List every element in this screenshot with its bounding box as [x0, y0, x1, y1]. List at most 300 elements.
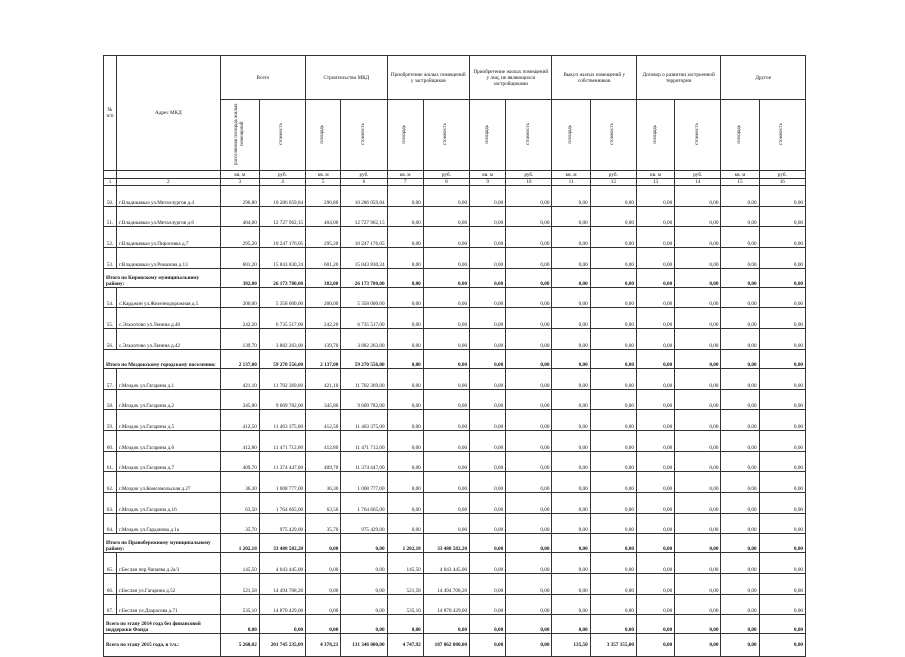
address-cell: г.Владикавказ ул.Металлургов д.6	[117, 206, 221, 227]
value-cell: 0,00	[636, 513, 674, 534]
value-cell: 0,00	[470, 206, 506, 227]
value-cell: 0,00	[675, 492, 721, 513]
value-cell: 0,00	[470, 389, 506, 410]
value-cell: 0,00	[721, 430, 759, 451]
address-cell: с.Эльхотово ул.Ленина д.40	[117, 308, 221, 329]
value-cell: 1 008 777,00	[341, 472, 387, 493]
total-value-cell: 0,00	[259, 615, 305, 634]
value-cell: 0,00	[552, 248, 590, 269]
value-cell: 0,00	[387, 248, 423, 269]
value-cell: 421,10	[220, 368, 259, 389]
value-cell: 0,00	[423, 329, 469, 350]
value-cell: 409,70	[220, 451, 259, 472]
value-cell: 296,80	[220, 186, 259, 207]
row-number: 57.	[104, 368, 117, 389]
table-row	[104, 492, 806, 513]
value-cell: 0,00	[636, 472, 674, 493]
value-cell: 14 870 429,00	[423, 594, 469, 615]
value-cell: 0,00	[423, 287, 469, 308]
value-cell: 0,00	[590, 553, 636, 574]
value-cell: 12 727 962,15	[259, 206, 305, 227]
total-value-cell: 0,00	[675, 534, 721, 553]
value-cell: 0,00	[759, 206, 805, 227]
value-cell: 0,00	[590, 410, 636, 431]
total-value-cell: 0,00	[470, 268, 506, 287]
table-row	[104, 368, 806, 389]
unit-cell: кв. м	[470, 171, 506, 179]
column-number-cell: 11	[552, 179, 590, 186]
value-cell: 0,00	[470, 553, 506, 574]
value-cell: 0,00	[387, 308, 423, 329]
value-cell: 0,00	[423, 472, 469, 493]
column-number-cell: 16	[759, 179, 805, 186]
value-cell: 0,00	[387, 472, 423, 493]
value-cell: 0,00	[306, 574, 341, 595]
value-cell: 11 702 369,00	[341, 368, 387, 389]
value-cell: 0,00	[423, 430, 469, 451]
total-value-cell: 0,00	[590, 534, 636, 553]
column-number-cell: 12	[590, 179, 636, 186]
address-cell: г.Моздок ул.Комсомольская д.27	[117, 472, 221, 493]
value-cell: 0,00	[675, 410, 721, 431]
value-cell: 6 735 517,00	[341, 308, 387, 329]
total-value-cell: 0,00	[721, 268, 759, 287]
row-number: 54.	[104, 287, 117, 308]
value-cell: 242,20	[306, 308, 341, 329]
header-construction: Строительство МКД	[306, 56, 387, 100]
total-value-cell: 0,00	[759, 349, 805, 368]
value-cell: 0,00	[675, 553, 721, 574]
value-cell: 15 843 830,24	[259, 248, 305, 269]
value-cell: 0,00	[675, 513, 721, 534]
value-cell: 0,00	[590, 227, 636, 248]
total-value-cell: 0,00	[506, 349, 552, 368]
value-cell: 145,50	[220, 553, 259, 574]
value-cell: 0,00	[552, 227, 590, 248]
total-value-cell: 33 488 582,20	[423, 534, 469, 553]
address-cell: г.Владикавказ ул.Металлургов д.4	[117, 186, 221, 207]
value-cell: 0,00	[387, 410, 423, 431]
value-cell: 139,70	[220, 329, 259, 350]
value-cell: 1 764 665,00	[341, 492, 387, 513]
value-cell: 0,00	[423, 410, 469, 431]
value-cell: 0,00	[590, 389, 636, 410]
header-territory: Договор о развитии застроенной территории	[636, 56, 720, 100]
address-cell: г.Моздок ул.Гагарина д.5	[117, 410, 221, 431]
value-cell: 0,00	[506, 410, 552, 431]
total-value-cell: 0,00	[306, 534, 341, 553]
value-cell: 200,00	[306, 287, 341, 308]
value-cell: 63,50	[220, 492, 259, 513]
value-cell: 0,00	[636, 329, 674, 350]
value-cell: 0,00	[675, 308, 721, 329]
total-value-cell: 201 745 235,09	[259, 634, 305, 657]
value-cell: 535,10	[220, 594, 259, 615]
value-cell: 0,00	[759, 308, 805, 329]
value-cell: 145,50	[387, 553, 423, 574]
subheader-cost: стоимость	[506, 100, 552, 171]
value-cell: 0,00	[675, 594, 721, 615]
value-cell: 0,00	[590, 206, 636, 227]
value-cell: 0,00	[470, 472, 506, 493]
total-value-cell: 131 346 000,00	[341, 634, 387, 657]
value-cell: 0,00	[590, 492, 636, 513]
table-row	[104, 451, 806, 472]
value-cell: 0,00	[552, 329, 590, 350]
total-value-cell: 5 260,02	[220, 634, 259, 657]
address-cell: г.Беслан ул.Гагарина д.52	[117, 574, 221, 595]
value-cell: 0,00	[590, 472, 636, 493]
total-label: Всего по этапу 2015 года, в т.ч.:	[104, 634, 221, 657]
value-cell: 0,00	[636, 206, 674, 227]
total-value-cell: 59 270 556,00	[341, 349, 387, 368]
value-cell: 0,00	[470, 451, 506, 472]
subheader-area: площадь	[306, 100, 341, 171]
value-cell: 0,00	[590, 430, 636, 451]
total-value-cell: 1 202,18	[387, 534, 423, 553]
value-cell: 0,00	[721, 472, 759, 493]
unit-cell: руб.	[675, 171, 721, 179]
value-cell: 0,00	[552, 513, 590, 534]
value-cell: 0,00	[306, 594, 341, 615]
total-value-cell: 4 378,21	[306, 634, 341, 657]
address-cell: г.Моздок ул.Гагарина д.7	[117, 451, 221, 472]
value-cell: 345,80	[220, 389, 259, 410]
total-value-cell: 0,00	[470, 634, 506, 657]
value-cell: 0,00	[675, 206, 721, 227]
table-row	[104, 206, 806, 227]
value-cell: 0,00	[506, 206, 552, 227]
grand-total-row	[104, 634, 806, 657]
total-value-cell: 0,00	[470, 534, 506, 553]
header-num: № п/п	[104, 56, 117, 171]
value-cell: 0,00	[552, 574, 590, 595]
value-cell: 0,00	[552, 368, 590, 389]
column-number-cell: 9	[470, 179, 506, 186]
value-cell: 0,00	[721, 594, 759, 615]
value-cell: 0,00	[590, 248, 636, 269]
value-cell: 0,00	[636, 451, 674, 472]
value-cell: 0,00	[387, 287, 423, 308]
address-cell: г.Владикавказ ул.Пироговка д.7	[117, 227, 221, 248]
value-cell: 535,10	[387, 594, 423, 615]
unit-cell: руб.	[259, 171, 305, 179]
value-cell: 0,00	[423, 248, 469, 269]
value-cell: 0,00	[470, 287, 506, 308]
unit-cell	[104, 171, 117, 179]
total-value-cell: 0,00	[423, 615, 469, 634]
value-cell: 421,10	[306, 368, 341, 389]
total-value-cell: 0,00	[721, 615, 759, 634]
value-cell: 0,00	[590, 594, 636, 615]
row-number: 61.	[104, 451, 117, 472]
total-value-cell: 0,00	[470, 349, 506, 368]
value-cell: 0,00	[470, 594, 506, 615]
value-cell: 0,00	[470, 186, 506, 207]
total-value-cell: 26 173 780,00	[259, 268, 305, 287]
total-value-cell: 0,00	[423, 349, 469, 368]
value-cell: 5 358 000,00	[259, 287, 305, 308]
value-cell: 0,00	[721, 368, 759, 389]
value-cell: 0,00	[552, 594, 590, 615]
value-cell: 0,00	[675, 227, 721, 248]
value-cell: 0,00	[675, 451, 721, 472]
value-cell: 0,00	[506, 594, 552, 615]
value-cell: 0,00	[423, 513, 469, 534]
value-cell: 0,00	[675, 287, 721, 308]
relocation-table	[103, 55, 806, 657]
value-cell: 0,00	[636, 492, 674, 513]
value-cell: 521,58	[387, 574, 423, 595]
table-row	[104, 513, 806, 534]
value-cell: 0,00	[759, 513, 805, 534]
total-value-cell: 0,00	[759, 534, 805, 553]
row-number: 65.	[104, 553, 117, 574]
unit-cell: кв. м	[306, 171, 341, 179]
value-cell: 11 374 447,00	[259, 451, 305, 472]
value-cell: 0,00	[721, 206, 759, 227]
row-number: 51.	[104, 206, 117, 227]
subheader-area: площадь	[636, 100, 674, 171]
table-row	[104, 553, 806, 574]
value-cell: 3 882 263,00	[259, 329, 305, 350]
value-cell: 0,00	[506, 329, 552, 350]
subtotal-row	[104, 349, 806, 368]
row-number: 63.	[104, 492, 117, 513]
unit-cell: руб.	[590, 171, 636, 179]
column-number-cell: 15	[721, 179, 759, 186]
total-value-cell: 382,00	[306, 268, 341, 287]
address-cell: г.Владикавказ ул.Ромазова д.13	[117, 248, 221, 269]
value-cell: 0,00	[470, 368, 506, 389]
address-cell: г.Моздок ул.Гарданова д.1а	[117, 513, 221, 534]
address-cell: г.Моздок ул.Гагарина д.2	[117, 389, 221, 410]
table-row	[104, 594, 806, 615]
subtotal-row	[104, 268, 806, 287]
total-value-cell: 0,00	[721, 534, 759, 553]
header-developers: Приобретение жилых помещений у застройщиков	[387, 56, 469, 100]
value-cell: 0,00	[636, 287, 674, 308]
value-cell: 10 286 059,84	[259, 186, 305, 207]
value-cell: 601,20	[220, 248, 259, 269]
value-cell: 0,00	[423, 227, 469, 248]
value-cell: 295,20	[306, 227, 341, 248]
value-cell: 11 471 712,00	[341, 430, 387, 451]
value-cell: 5 358 000,00	[341, 287, 387, 308]
total-value-cell: 0,00	[636, 349, 674, 368]
total-value-cell: 0,00	[387, 349, 423, 368]
value-cell: 0,00	[387, 329, 423, 350]
value-cell: 0,00	[759, 594, 805, 615]
value-cell: 0,00	[506, 389, 552, 410]
value-cell: 0,00	[721, 492, 759, 513]
value-cell: 0,00	[636, 574, 674, 595]
value-cell: 0,00	[590, 574, 636, 595]
table-row	[104, 248, 806, 269]
value-cell: 0,00	[636, 430, 674, 451]
total-value-cell: 0,00	[341, 615, 387, 634]
column-number-cell: 6	[341, 179, 387, 186]
value-cell: 0,00	[470, 430, 506, 451]
address-cell: г.Беслан ул.Дзарасова д.71	[117, 594, 221, 615]
total-value-cell: 0,00	[552, 349, 590, 368]
unit-cell: кв. м	[552, 171, 590, 179]
value-cell: 0,00	[590, 368, 636, 389]
row-number: 56.	[104, 329, 117, 350]
value-cell: 0,00	[590, 451, 636, 472]
value-cell: 1 008 777,00	[259, 472, 305, 493]
header-buyout: Выкуп жилых помещений у собственников	[552, 56, 636, 100]
value-cell: 0,00	[306, 553, 341, 574]
value-cell: 0,00	[675, 472, 721, 493]
address-cell: с.Карджин ул.Железнодорожная д.5	[117, 287, 221, 308]
value-cell: 0,00	[506, 472, 552, 493]
row-number: 55.	[104, 308, 117, 329]
unit-cell: кв. м	[387, 171, 423, 179]
value-cell: 12 727 962,15	[341, 206, 387, 227]
value-cell: 0,00	[423, 206, 469, 227]
value-cell: 0,00	[423, 492, 469, 513]
value-cell: 0,00	[675, 389, 721, 410]
value-cell: 3 882 263,00	[341, 329, 387, 350]
unit-cell: руб.	[759, 171, 805, 179]
value-cell: 0,00	[506, 492, 552, 513]
value-cell: 4 043 445,00	[259, 553, 305, 574]
address-cell: с.Эльхотово ул.Ленина д.42	[117, 329, 221, 350]
value-cell: 0,00	[387, 227, 423, 248]
subtotal-row	[104, 615, 806, 634]
table-row	[104, 574, 806, 595]
value-cell: 0,00	[470, 329, 506, 350]
row-number: 50.	[104, 186, 117, 207]
value-cell: 35,70	[306, 513, 341, 534]
total-value-cell: 0,00	[636, 268, 674, 287]
value-cell: 404,00	[306, 206, 341, 227]
value-cell: 0,00	[636, 248, 674, 269]
value-cell: 0,00	[552, 287, 590, 308]
value-cell: 9 609 782,00	[341, 389, 387, 410]
column-number-cell: 2	[117, 179, 221, 186]
value-cell: 0,00	[341, 594, 387, 615]
subheader-cost: стоимость	[675, 100, 721, 171]
value-cell: 0,00	[506, 574, 552, 595]
value-cell: 0,00	[506, 513, 552, 534]
value-cell: 0,00	[721, 574, 759, 595]
total-value-cell: 0,00	[306, 615, 341, 634]
header-total: Всего	[220, 56, 305, 100]
total-value-cell: 0,00	[552, 615, 590, 634]
total-value-cell: 0,00	[387, 268, 423, 287]
unit-cell: руб.	[506, 171, 552, 179]
header-other: Другое	[721, 56, 806, 100]
value-cell: 0,00	[552, 553, 590, 574]
value-cell: 0,00	[759, 248, 805, 269]
row-number: 66.	[104, 574, 117, 595]
value-cell: 412,50	[220, 410, 259, 431]
total-value-cell: 0,00	[721, 349, 759, 368]
total-value-cell: 187 062 080,00	[423, 634, 469, 657]
value-cell: 0,00	[721, 410, 759, 431]
value-cell: 0,00	[721, 389, 759, 410]
total-value-cell: 0,00	[506, 634, 552, 657]
subheader-area: площадь	[470, 100, 506, 171]
value-cell: 0,00	[423, 308, 469, 329]
column-numbers-row	[104, 179, 806, 186]
value-cell: 4 043 445,00	[423, 553, 469, 574]
value-cell: 0,00	[759, 329, 805, 350]
value-cell: 404,00	[220, 206, 259, 227]
value-cell: 0,00	[675, 430, 721, 451]
value-cell: 0,00	[552, 451, 590, 472]
value-cell: 10 247 176,05	[341, 227, 387, 248]
value-cell: 11 463 375,00	[259, 410, 305, 431]
value-cell: 412,80	[220, 430, 259, 451]
value-cell: 0,00	[636, 186, 674, 207]
subheader-area: площадь	[552, 100, 590, 171]
value-cell: 0,00	[590, 329, 636, 350]
value-cell: 0,00	[470, 492, 506, 513]
value-cell: 0,00	[590, 287, 636, 308]
table-row	[104, 430, 806, 451]
value-cell: 0,00	[387, 206, 423, 227]
value-cell: 63,50	[306, 492, 341, 513]
value-cell: 0,00	[552, 410, 590, 431]
total-value-cell: 0,00	[590, 615, 636, 634]
total-value-cell: 4 747,92	[387, 634, 423, 657]
value-cell: 9 609 782,00	[259, 389, 305, 410]
value-cell: 0,00	[387, 389, 423, 410]
value-cell: 14 494 708,20	[259, 574, 305, 595]
subtotal-row	[104, 534, 806, 553]
row-number: 52.	[104, 227, 117, 248]
total-value-cell: 0,00	[590, 268, 636, 287]
subheader-cost: стоимость	[590, 100, 636, 171]
total-value-cell: 2 137,00	[220, 349, 259, 368]
value-cell: 0,00	[470, 513, 506, 534]
total-value-cell: 0,00	[220, 615, 259, 634]
column-number-cell: 8	[423, 179, 469, 186]
value-cell: 0,00	[387, 451, 423, 472]
value-cell: 0,00	[759, 227, 805, 248]
value-cell: 0,00	[552, 389, 590, 410]
value-cell: 0,00	[590, 308, 636, 329]
row-number: 64.	[104, 513, 117, 534]
value-cell: 0,00	[636, 410, 674, 431]
value-cell: 1 764 665,00	[259, 492, 305, 513]
value-cell: 0,00	[506, 368, 552, 389]
total-value-cell: 0,00	[759, 634, 805, 657]
column-number-cell: 5	[306, 179, 341, 186]
subheader-area: площадь	[387, 100, 423, 171]
address-cell: г.Моздок ул.Гагарина д.6	[117, 430, 221, 451]
total-value-cell: 0,00	[675, 634, 721, 657]
value-cell: 0,00	[590, 513, 636, 534]
total-value-cell: 59 270 556,00	[259, 349, 305, 368]
value-cell: 0,00	[506, 227, 552, 248]
value-cell: 0,00	[387, 492, 423, 513]
value-cell: 0,00	[675, 368, 721, 389]
document-sheet	[103, 55, 806, 657]
total-label: Итого по Моздокскому городскому поселению:	[104, 349, 221, 368]
total-label: Итого по Правобережному муниципальному району:	[104, 534, 221, 553]
unit-cell: кв. м	[636, 171, 674, 179]
total-value-cell: 0,00	[636, 634, 674, 657]
value-cell: 0,00	[721, 227, 759, 248]
value-cell: 0,00	[636, 594, 674, 615]
unit-cell	[117, 171, 221, 179]
total-value-cell: 0,00	[387, 615, 423, 634]
total-value-cell: 0,00	[470, 615, 506, 634]
